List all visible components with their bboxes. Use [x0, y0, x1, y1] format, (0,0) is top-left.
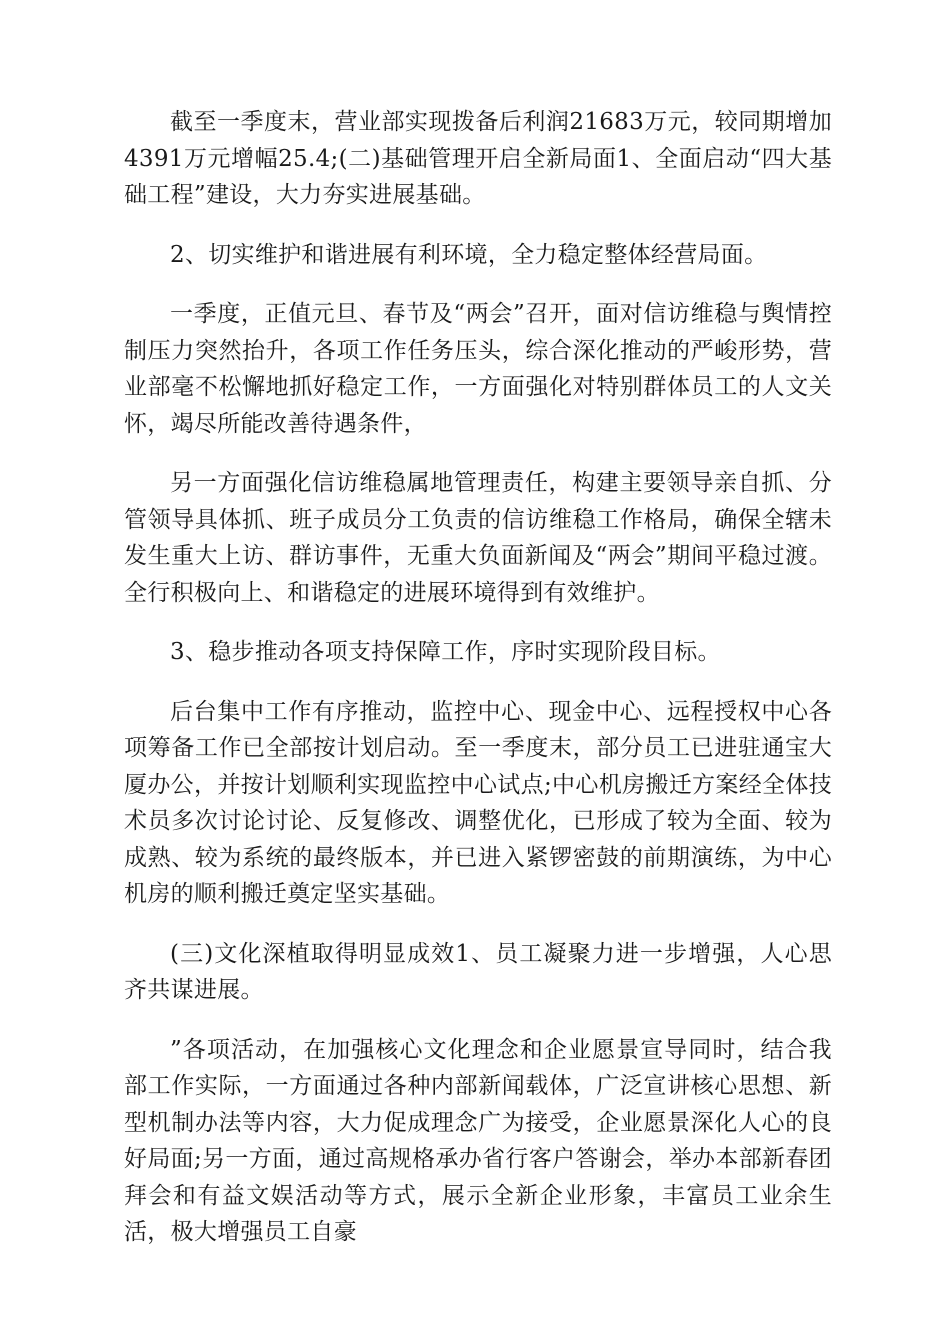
paragraph-2: 2、切实维护和谐进展有利环境，全力稳定整体经营局面。: [170, 241, 768, 268]
paragraph-7: (三)文化深植取得明显成效1、员工凝聚力进一步增强，人心思齐共谋进展。: [124, 940, 832, 1003]
document-body: [124, 104, 832, 1271]
paragraph-8: ”各项活动，在加强核心文化理念和企业愿景宣导同时，结合我部工作实际，一方面通过各种内部新闻载体，广泛宣讲核心思想、新型机制办法等内容，大力促成理念广为接受，企业愿景深化人心的良好局面;另一方面，通过高规格承办省行客户答谢会，举办本部新春团拜会和有益文娱活动等方式，展示全新企业形象，丰富员工业余生活，极大增强员工自豪: [124, 1036, 832, 1245]
paragraph-3: 一季度，正值元旦、春节及“两会”召开，面对信访维稳与舆情控制压力突然抬升，各项工作任务压头，综合深化推动的严峻形势，营业部毫不松懈地抓好稳定工作，一方面强化对特别群体员工的人文关怀，竭尽所能改善待遇条件，: [124, 301, 832, 437]
paragraph-4: 另一方面强化信访维稳属地管理责任，构建主要领导亲自抓、分管领导具体抓、班子成员分工负责的信访维稳工作格局，确保全辖未发生重大上访、群访事件，无重大负面新闻及“两会”期间平稳过渡。全行积极向上、和谐稳定的进展环境得到有效维护。: [124, 470, 832, 606]
paragraph-5: 3、稳步推动各项支持保障工作，序时实现阶段目标。: [170, 639, 721, 665]
paragraph-6: 后台集中工作有序推动，监控中心、现金中心、远程授权中心各项筹备工作已全部按计划启动。至一季度末，部分员工已进驻通宝大厦办公，并按计划顺利实现监控中心试点;中心机房搬迁方案经全体技术员多次讨论讨论、反复修改、调整优化，已形成了较为全面、较为成熟、较为系统的最终版本，并已进入紧锣密鼓的前期演练，为中心机房的顺利搬迁奠定坚实基础。: [124, 698, 832, 907]
paragraph-1: 截至一季度末，营业部实现拨备后利润21683万元，较同期增加4391万元增幅25.4;(二)基础管理开启全新局面1、全面启动“四大基础工程”建设，大力夯实进展基础。: [124, 109, 832, 208]
